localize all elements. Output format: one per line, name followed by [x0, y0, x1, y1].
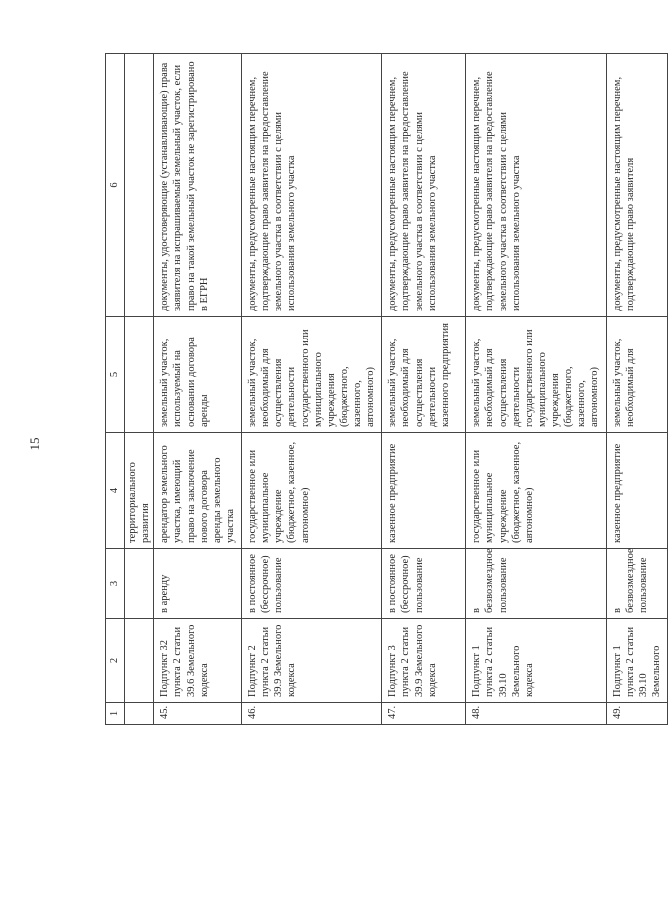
- land-plot-cell: земельный участок, необходимый для осуществления деятельности государственного или муниципального учреждения (бюджетного, казенного, автономного): [242, 317, 382, 433]
- header-cell: 6: [106, 54, 125, 317]
- table-row: [382, 54, 466, 725]
- documents-cell: документы, предусмотренные настоящим перечнем, подтверждающие право заявителя: [606, 54, 668, 317]
- documents-cell: документы, удостоверяющие (устанавливающие) права заявителя на испрашиваемый земельный участок, если право на такой земельный участок не зарегистрировано в ЕГРН: [154, 54, 242, 317]
- legal-basis-cell: Подпункт 3 пункта 2 статьи 39.9 Земельного кодекса: [382, 619, 466, 703]
- rotated-page-content: [105, 54, 662, 725]
- right-type-cell: в безвозмездное пользование: [606, 549, 668, 619]
- right-type-cell: в постоянное (бессрочное) пользование: [242, 549, 382, 619]
- right-type-cell: в аренду: [154, 549, 242, 619]
- applicant-cell: государственное или муниципальное учреждение (бюджетное, казенное, автономное): [242, 433, 382, 549]
- applicant-cell: государственное или муниципальное учреждение (бюджетное, казенное, автономное): [466, 433, 606, 549]
- table-row: [154, 54, 242, 725]
- applicant-cell: казенное предприятие: [382, 433, 466, 549]
- land-plot-cell: земельный участок, необходимый для осуществления деятельности казенного предприятия: [382, 317, 466, 433]
- continuation-text: территориального развития: [125, 433, 154, 549]
- land-plot-cell: земельный участок, необходимый для: [606, 317, 668, 433]
- row-number: 46.: [242, 703, 382, 725]
- header-cell: 4: [106, 433, 125, 549]
- table-row: [606, 54, 668, 725]
- right-type-cell: в безвозмездное пользование: [466, 549, 606, 619]
- page-number: 15: [27, 437, 42, 451]
- right-type-cell: в постоянное (бессрочное) пользование: [382, 549, 466, 619]
- land-plot-cell: земельный участок, используемый на основании договора аренды: [154, 317, 242, 433]
- legal-basis-cell: Подпункт 1 пункта 2 статьи 39.10 Земельного: [606, 619, 668, 703]
- legal-basis-cell: Подпункт 32 пункта 2 статьи 39.6 Земельного кодекса: [154, 619, 242, 703]
- documents-cell: документы, предусмотренные настоящим перечнем, подтверждающие право заявителя на предоставление земельного участка в соответствии с целями использования земельного участка: [242, 54, 382, 317]
- header-cell: 3: [106, 549, 125, 619]
- table-row: [466, 54, 606, 725]
- table-header-row: [106, 54, 125, 725]
- header-cell: 2: [106, 619, 125, 703]
- land-plot-cell: земельный участок, необходимый для осуществления деятельности государственного или муниципального учреждения (бюджетного, казенного, автономного): [466, 317, 606, 433]
- header-cell: 5: [106, 317, 125, 433]
- legal-basis-cell: Подпункт 2 пункта 2 статьи 39.9 Земельного кодекса: [242, 619, 382, 703]
- applicant-cell: казенное предприятие: [606, 433, 668, 549]
- row-number: 47.: [382, 703, 466, 725]
- row-number: 48.: [466, 703, 606, 725]
- continuation-row: [125, 54, 154, 725]
- row-number: 45.: [154, 703, 242, 725]
- table-row: [242, 54, 382, 725]
- header-cell: 1: [106, 703, 125, 725]
- documents-cell: документы, предусмотренные настоящим перечнем, подтверждающие право заявителя на предоставление земельного участка в соответствии с целями использования земельного участка: [382, 54, 466, 317]
- document-table: [105, 53, 668, 725]
- row-number: 49.: [606, 703, 668, 725]
- applicant-cell: арендатор земельного участка, имеющий право на заключение нового договора аренды земельного участка: [154, 433, 242, 549]
- documents-cell: документы, предусмотренные настоящим перечнем, подтверждающие право заявителя на предоставление земельного участка в соответствии с целями использования земельного участка: [466, 54, 606, 317]
- legal-basis-cell: Подпункт 1 пункта 2 статьи 39.10 Земельного кодекса: [466, 619, 606, 703]
